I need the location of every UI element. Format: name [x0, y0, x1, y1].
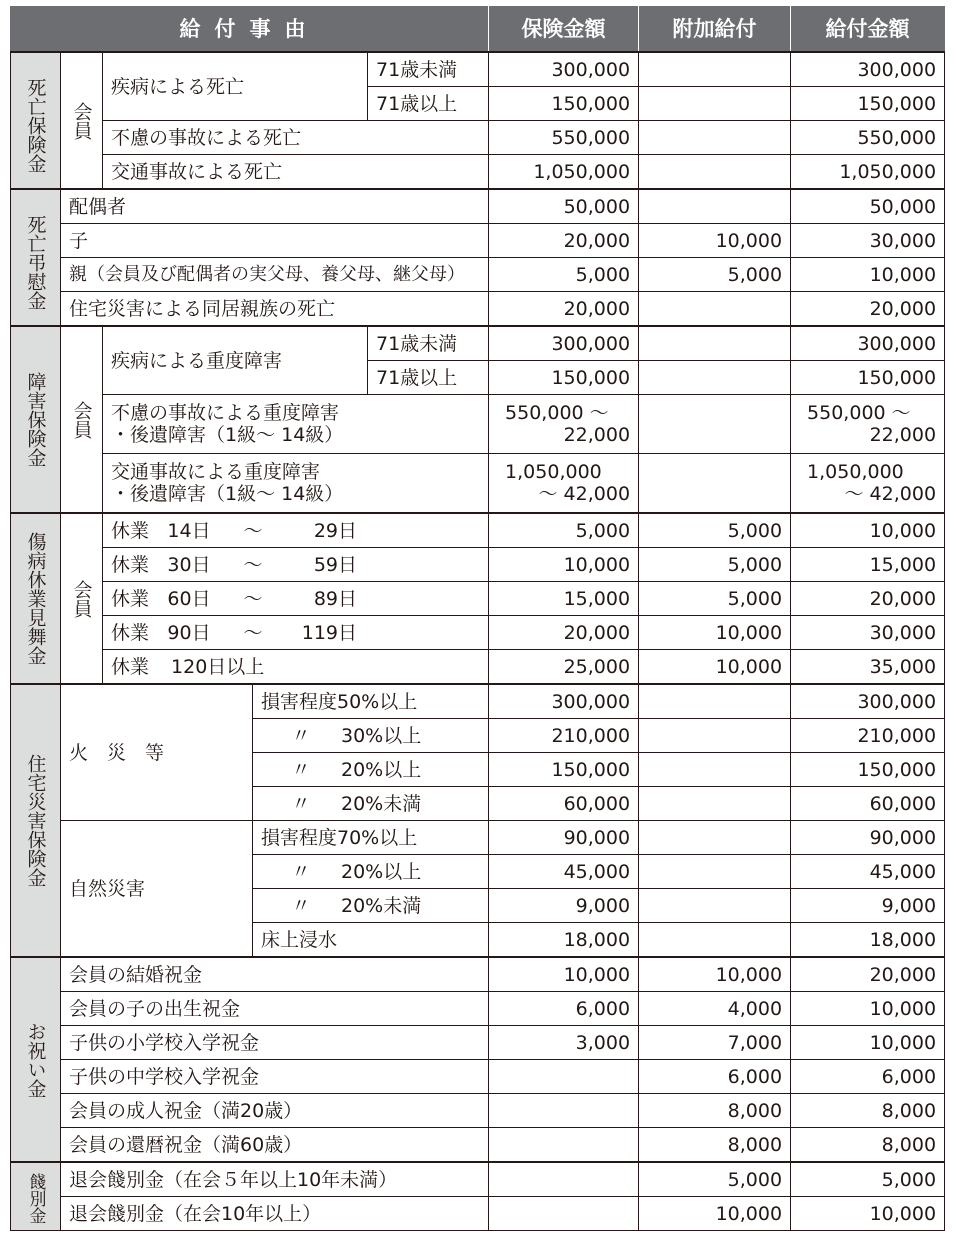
insurance-amount: 3,000	[489, 1026, 639, 1060]
table-row	[11, 684, 945, 719]
row-label	[253, 787, 489, 821]
row-label: 71歳以上	[368, 361, 489, 395]
total-amount	[791, 454, 945, 514]
row-label: 親（会員及び配偶者の実父母、養父母、継父母）	[61, 258, 489, 292]
additional-amount: 10,000	[639, 957, 791, 992]
total-amount: 10,000	[791, 258, 945, 292]
additional-amount	[639, 753, 791, 787]
total-amount: 20,000	[791, 582, 945, 616]
insurance-amount: 550,000	[489, 121, 639, 155]
additional-amount: 6,000	[639, 1060, 791, 1094]
row-label: 不慮の事故による死亡	[103, 121, 489, 155]
total-amount: 1,050,000	[791, 155, 945, 190]
damage-label: 20%以上	[341, 758, 422, 781]
row-label	[253, 923, 489, 958]
damage-label: 損害程度50%以上	[261, 690, 418, 713]
total-amount: 6,000	[791, 1060, 945, 1094]
table-row	[11, 1060, 945, 1094]
insurance-amount: 300,000	[489, 684, 639, 719]
category-disability: 障害保険金	[11, 326, 61, 513]
section-farewell	[11, 1162, 945, 1231]
additional-amount	[639, 719, 791, 753]
leave-label: 休業	[111, 655, 150, 678]
additional-amount: 5,000	[639, 548, 791, 582]
total-amount	[791, 395, 945, 454]
row-label: 会員の子の出生祝金	[61, 992, 489, 1026]
total-amount: 150,000	[791, 361, 945, 395]
additional-amount: 7,000	[639, 1026, 791, 1060]
additional-amount	[639, 121, 791, 155]
total-amount: 550,000	[791, 121, 945, 155]
category-celebration: お祝い金	[11, 957, 61, 1162]
total-amount: 60,000	[791, 787, 945, 821]
row-label-line1: 不慮の事故による重度障害	[111, 402, 340, 424]
total-amount: 210,000	[791, 719, 945, 753]
additional-amount: 10,000	[639, 224, 791, 258]
table-row	[11, 326, 945, 361]
table-row	[11, 52, 945, 87]
additional-amount	[639, 395, 791, 454]
row-label	[103, 454, 489, 514]
total-amount: 30,000	[791, 224, 945, 258]
header-row	[11, 7, 945, 53]
leave-label: 休業	[111, 587, 150, 610]
insurance-amount: 18,000	[489, 923, 639, 958]
insurance-amount: 300,000	[489, 52, 639, 87]
row-label: 退会餞別金（在会10年以上）	[61, 1197, 489, 1231]
additional-amount: 10,000	[639, 1197, 791, 1231]
total-amount: 15,000	[791, 548, 945, 582]
member-label: 会員	[61, 52, 103, 189]
insurance-amount	[489, 395, 639, 454]
table-row	[11, 292, 945, 327]
table-row	[11, 395, 945, 454]
total-amount: 90,000	[791, 821, 945, 855]
insurance-amount-line2: 22,000	[563, 424, 631, 446]
row-label: 子供の中学校入学祝金	[61, 1060, 489, 1094]
additional-amount: 5,000	[639, 1162, 791, 1197]
insurance-amount: 1,050,000	[489, 155, 639, 190]
row-label	[253, 753, 489, 787]
leave-to: 89日	[313, 587, 358, 610]
table-row	[11, 650, 945, 685]
leave-sep: ～	[243, 553, 263, 576]
header-total: 給付金額	[791, 7, 945, 53]
leave-sep: ～	[243, 621, 263, 644]
additional-amount	[639, 87, 791, 121]
row-label-line2: ・後遺障害（1級～ 14級）	[111, 424, 344, 446]
category-death: 死亡保険金	[11, 52, 61, 189]
row-label	[253, 684, 489, 719]
leave-sep: ～	[243, 519, 263, 542]
category-condolence: 死亡弔慰金	[11, 189, 61, 326]
row-label: 会員の成人祝金（満20歳）	[61, 1094, 489, 1128]
insurance-amount: 25,000	[489, 650, 639, 685]
leave-from: 14日	[167, 519, 211, 542]
total-amount: 35,000	[791, 650, 945, 685]
damage-label: 20%以上	[341, 860, 422, 883]
damage-label: 20%未満	[341, 792, 422, 815]
row-label	[103, 548, 489, 582]
total-amount: 300,000	[791, 684, 945, 719]
table-row	[11, 1162, 945, 1197]
total-amount: 150,000	[791, 753, 945, 787]
row-label: 子供の小学校入学祝金	[61, 1026, 489, 1060]
additional-amount	[639, 189, 791, 224]
table-row	[11, 155, 945, 190]
insurance-amount-line1: 550,000 ～	[505, 402, 609, 424]
row-label	[103, 513, 489, 548]
total-amount: 20,000	[791, 957, 945, 992]
total-amount: 10,000	[791, 992, 945, 1026]
total-amount: 50,000	[791, 189, 945, 224]
row-label: 配偶者	[61, 189, 489, 224]
insurance-amount	[489, 1060, 639, 1094]
table-row	[11, 1094, 945, 1128]
leave-from: 30日	[167, 553, 211, 576]
insurance-amount-line2: ～ 42,000	[538, 483, 631, 505]
row-label	[253, 889, 489, 923]
member-label: 会員	[61, 513, 103, 684]
insurance-amount: 20,000	[489, 292, 639, 327]
row-label: 会員の結婚祝金	[61, 957, 489, 992]
ditto-mark: 〃	[291, 894, 311, 917]
damage-label: 損害程度70%以上	[261, 826, 418, 849]
table-row	[11, 957, 945, 992]
damage-label: 20%未満	[341, 894, 422, 917]
total-amount: 20,000	[791, 292, 945, 327]
insurance-amount	[489, 1197, 639, 1231]
ditto-mark: 〃	[291, 792, 311, 815]
row-label: 退会餞別金（在会５年以上10年未満）	[61, 1162, 489, 1197]
total-amount: 5,000	[791, 1162, 945, 1197]
table-row	[11, 582, 945, 616]
leave-from: 90日	[167, 621, 211, 644]
additional-amount	[639, 155, 791, 190]
category-sickness: 傷病休業見舞金	[11, 513, 61, 684]
additional-amount	[639, 326, 791, 361]
insurance-amount: 10,000	[489, 957, 639, 992]
insurance-amount: 150,000	[489, 361, 639, 395]
insurance-amount	[489, 454, 639, 514]
insurance-amount: 45,000	[489, 855, 639, 889]
table-row	[11, 1026, 945, 1060]
leave-to: 29日	[313, 519, 358, 542]
total-amount: 30,000	[791, 616, 945, 650]
row-label-line2: ・後遺障害（1級～ 14級）	[111, 483, 344, 505]
section-housing	[11, 684, 945, 957]
ditto-mark: 〃	[291, 758, 311, 781]
insurance-amount-line1: 1,050,000	[505, 461, 602, 483]
row-label: 住宅災害による同居親族の死亡	[61, 292, 489, 327]
row-label: 71歳未満	[368, 52, 489, 87]
insurance-amount: 50,000	[489, 189, 639, 224]
additional-amount	[639, 361, 791, 395]
header-reason: 給付事由	[11, 7, 489, 53]
section-sickness	[11, 513, 945, 684]
additional-amount	[639, 787, 791, 821]
section-disability	[11, 326, 945, 513]
benefit-table	[10, 6, 945, 1231]
category-farewell: 餞別金	[11, 1162, 61, 1231]
total-amount: 150,000	[791, 87, 945, 121]
additional-amount	[639, 923, 791, 958]
illness-disability-label: 疾病による重度障害	[103, 326, 368, 395]
row-label	[103, 395, 489, 454]
total-amount: 300,000	[791, 52, 945, 87]
insurance-amount: 20,000	[489, 224, 639, 258]
leave-label: 休業	[111, 519, 150, 542]
additional-amount	[639, 52, 791, 87]
header-insurance: 保険金額	[489, 7, 639, 53]
additional-amount: 5,000	[639, 513, 791, 548]
row-label	[103, 582, 489, 616]
total-amount-line2: 22,000	[869, 424, 937, 446]
row-label-line1: 交通事故による重度障害	[111, 461, 321, 483]
section-celebration	[11, 957, 945, 1162]
total-amount: 18,000	[791, 923, 945, 958]
row-label: 71歳以上	[368, 87, 489, 121]
category-housing: 住宅災害保険金	[11, 684, 61, 957]
total-amount: 8,000	[791, 1094, 945, 1128]
row-label: 71歳未満	[368, 326, 489, 361]
damage-label: 床上浸水	[261, 928, 338, 951]
insurance-amount: 15,000	[489, 582, 639, 616]
insurance-amount: 5,000	[489, 513, 639, 548]
row-label	[253, 855, 489, 889]
additional-amount	[639, 292, 791, 327]
total-amount: 9,000	[791, 889, 945, 923]
table-row	[11, 258, 945, 292]
table-row	[11, 548, 945, 582]
leave-label: 休業	[111, 553, 150, 576]
section-condolence	[11, 189, 945, 326]
table-row	[11, 1197, 945, 1231]
leave-to: 119日	[301, 621, 358, 644]
additional-amount: 4,000	[639, 992, 791, 1026]
additional-amount: 5,000	[639, 258, 791, 292]
table-row	[11, 821, 945, 855]
leave-sep: ～	[243, 587, 263, 610]
insurance-amount: 150,000	[489, 87, 639, 121]
natural-disaster-label: 自然災害	[61, 821, 253, 958]
section-death	[11, 52, 945, 189]
row-label	[253, 821, 489, 855]
insurance-amount: 9,000	[489, 889, 639, 923]
total-amount-line2: ～ 42,000	[844, 483, 937, 505]
damage-label: 30%以上	[341, 724, 422, 747]
insurance-amount	[489, 1128, 639, 1163]
total-amount-line1: 1,050,000	[807, 461, 904, 483]
total-amount: 300,000	[791, 326, 945, 361]
header-additional: 附加給付	[639, 7, 791, 53]
insurance-amount: 10,000	[489, 548, 639, 582]
insurance-amount: 150,000	[489, 753, 639, 787]
ditto-mark: 〃	[291, 724, 311, 747]
total-amount: 10,000	[791, 1026, 945, 1060]
additional-amount: 10,000	[639, 616, 791, 650]
insurance-amount: 20,000	[489, 616, 639, 650]
table-row	[11, 992, 945, 1026]
additional-amount: 10,000	[639, 650, 791, 685]
additional-amount	[639, 855, 791, 889]
leave-from: 60日	[167, 587, 211, 610]
insurance-amount: 300,000	[489, 326, 639, 361]
additional-amount	[639, 454, 791, 514]
fire-label: 火 災 等	[61, 684, 253, 821]
insurance-amount	[489, 1094, 639, 1128]
additional-amount: 8,000	[639, 1128, 791, 1163]
table-row	[11, 513, 945, 548]
total-amount: 10,000	[791, 513, 945, 548]
table-row	[11, 121, 945, 155]
row-label	[103, 650, 489, 685]
table-row	[11, 1128, 945, 1163]
insurance-amount	[489, 1162, 639, 1197]
illness-death-label: 疾病による死亡	[103, 52, 368, 121]
additional-amount	[639, 821, 791, 855]
table-row	[11, 454, 945, 514]
additional-amount: 5,000	[639, 582, 791, 616]
insurance-amount: 5,000	[489, 258, 639, 292]
row-label: 子	[61, 224, 489, 258]
total-amount: 8,000	[791, 1128, 945, 1163]
row-label: 交通事故による死亡	[103, 155, 489, 190]
total-amount: 45,000	[791, 855, 945, 889]
total-amount: 10,000	[791, 1197, 945, 1231]
table-row	[11, 189, 945, 224]
leave-from: 120日以上	[171, 655, 265, 678]
additional-amount	[639, 889, 791, 923]
leave-label: 休業	[111, 621, 150, 644]
additional-amount: 8,000	[639, 1094, 791, 1128]
insurance-amount: 6,000	[489, 992, 639, 1026]
insurance-amount: 60,000	[489, 787, 639, 821]
row-label: 会員の還暦祝金（満60歳）	[61, 1128, 489, 1163]
row-label	[103, 616, 489, 650]
table-row	[11, 616, 945, 650]
member-label: 会員	[61, 326, 103, 513]
insurance-amount: 210,000	[489, 719, 639, 753]
ditto-mark: 〃	[291, 860, 311, 883]
leave-to: 59日	[313, 553, 358, 576]
additional-amount	[639, 684, 791, 719]
insurance-amount: 90,000	[489, 821, 639, 855]
total-amount-line1: 550,000 ～	[807, 402, 911, 424]
table-row	[11, 224, 945, 258]
row-label	[253, 719, 489, 753]
